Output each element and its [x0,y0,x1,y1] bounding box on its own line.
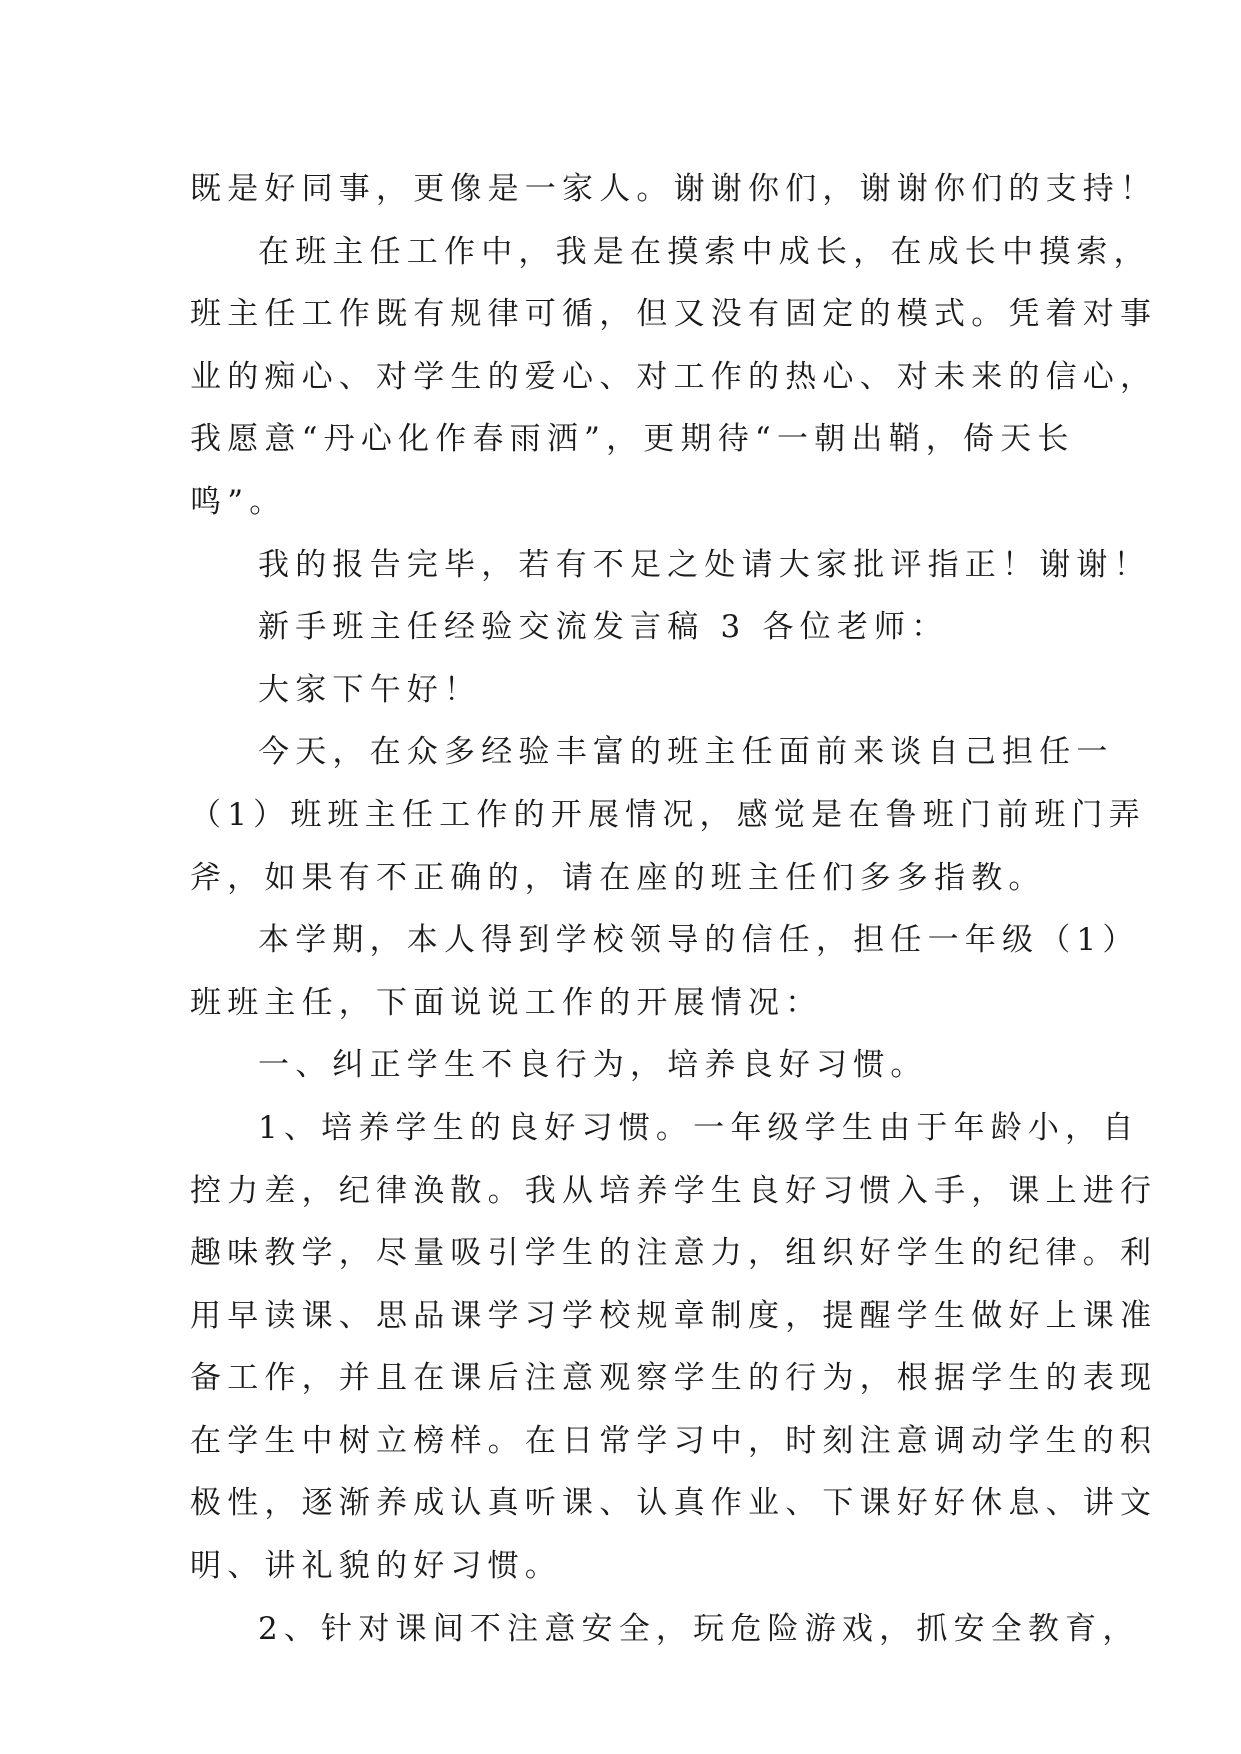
paragraph-start-line: 今天，在众多经验丰富的班主任面前来谈自己担任一 [258,734,1114,771]
document-body [190,158,1158,1660]
text-line: （1）班班主任工作的开展情况，感觉是在鲁班门前班门弄 [190,796,1146,833]
paragraph-start-line: 本学期，本人得到学校领导的信任，担任一年级（1） [258,922,1140,959]
text-line: 既是好同事，更像是一家人。谢谢你们，谢谢你们的支持！ [190,171,1158,207]
text-line: 用早读课、思品课学习学校规章制度，提醒学生做好上课准 [190,1297,1158,1334]
section-title-line: 新手班主任经验交流发言稿 3 各位老师： [258,609,949,646]
text-line: 斧，如果有不正确的，请在座的班主任们多多指教。 [190,859,1046,896]
text-line: 鸣”。 [190,483,287,520]
text-line: 我愿意“丹心化作春雨洒”，更期待“一朝出鞘，倚天长 [190,421,1075,458]
text-line: 班班主任，下面说说工作的开展情况： [190,984,823,1021]
text-line: 极性，逐渐养成认真听课、认真作业、下课好好休息、讲文 [190,1485,1158,1522]
text-line: 备工作，并且在课后注意观察学生的行为，根据学生的表现 [190,1360,1158,1397]
paragraph-start-line: 我的报告完毕，若有不足之处请大家批评指正！谢谢！ [258,546,1151,583]
text-line: 控力差，纪律涣散。我从培养学生良好习惯入手，课上进行 [190,1172,1158,1209]
paragraph-start-line: 1、培养学生的良好习惯。一年级学生由于年龄小，自 [258,1109,1140,1146]
text-line: 在学生中树立榜样。在日常学习中，时刻注意调动学生的积 [190,1422,1158,1459]
text-line: 业的痴心、对学生的爱心、对工作的热心、对未来的信心， [190,358,1158,395]
text-line: 班主任工作既有规律可循，但又没有固定的模式。凭着对事 [190,296,1158,333]
greeting-line: 大家下午好！ [258,671,482,708]
heading-line: 一、纠正学生不良行为，培养良好习惯。 [258,1047,928,1084]
paragraph-start-line: 2、针对课间不注意安全，玩危险游戏，抓安全教育， [258,1610,1140,1647]
text-line: 明、讲礼貌的好习惯。 [190,1548,562,1585]
paragraph-start-line: 在班主任工作中，我是在摸索中成长，在成长中摸索， [258,233,1151,270]
text-line: 趣味教学，尽量吸引学生的注意力，组织好学生的纪律。利 [190,1235,1158,1272]
